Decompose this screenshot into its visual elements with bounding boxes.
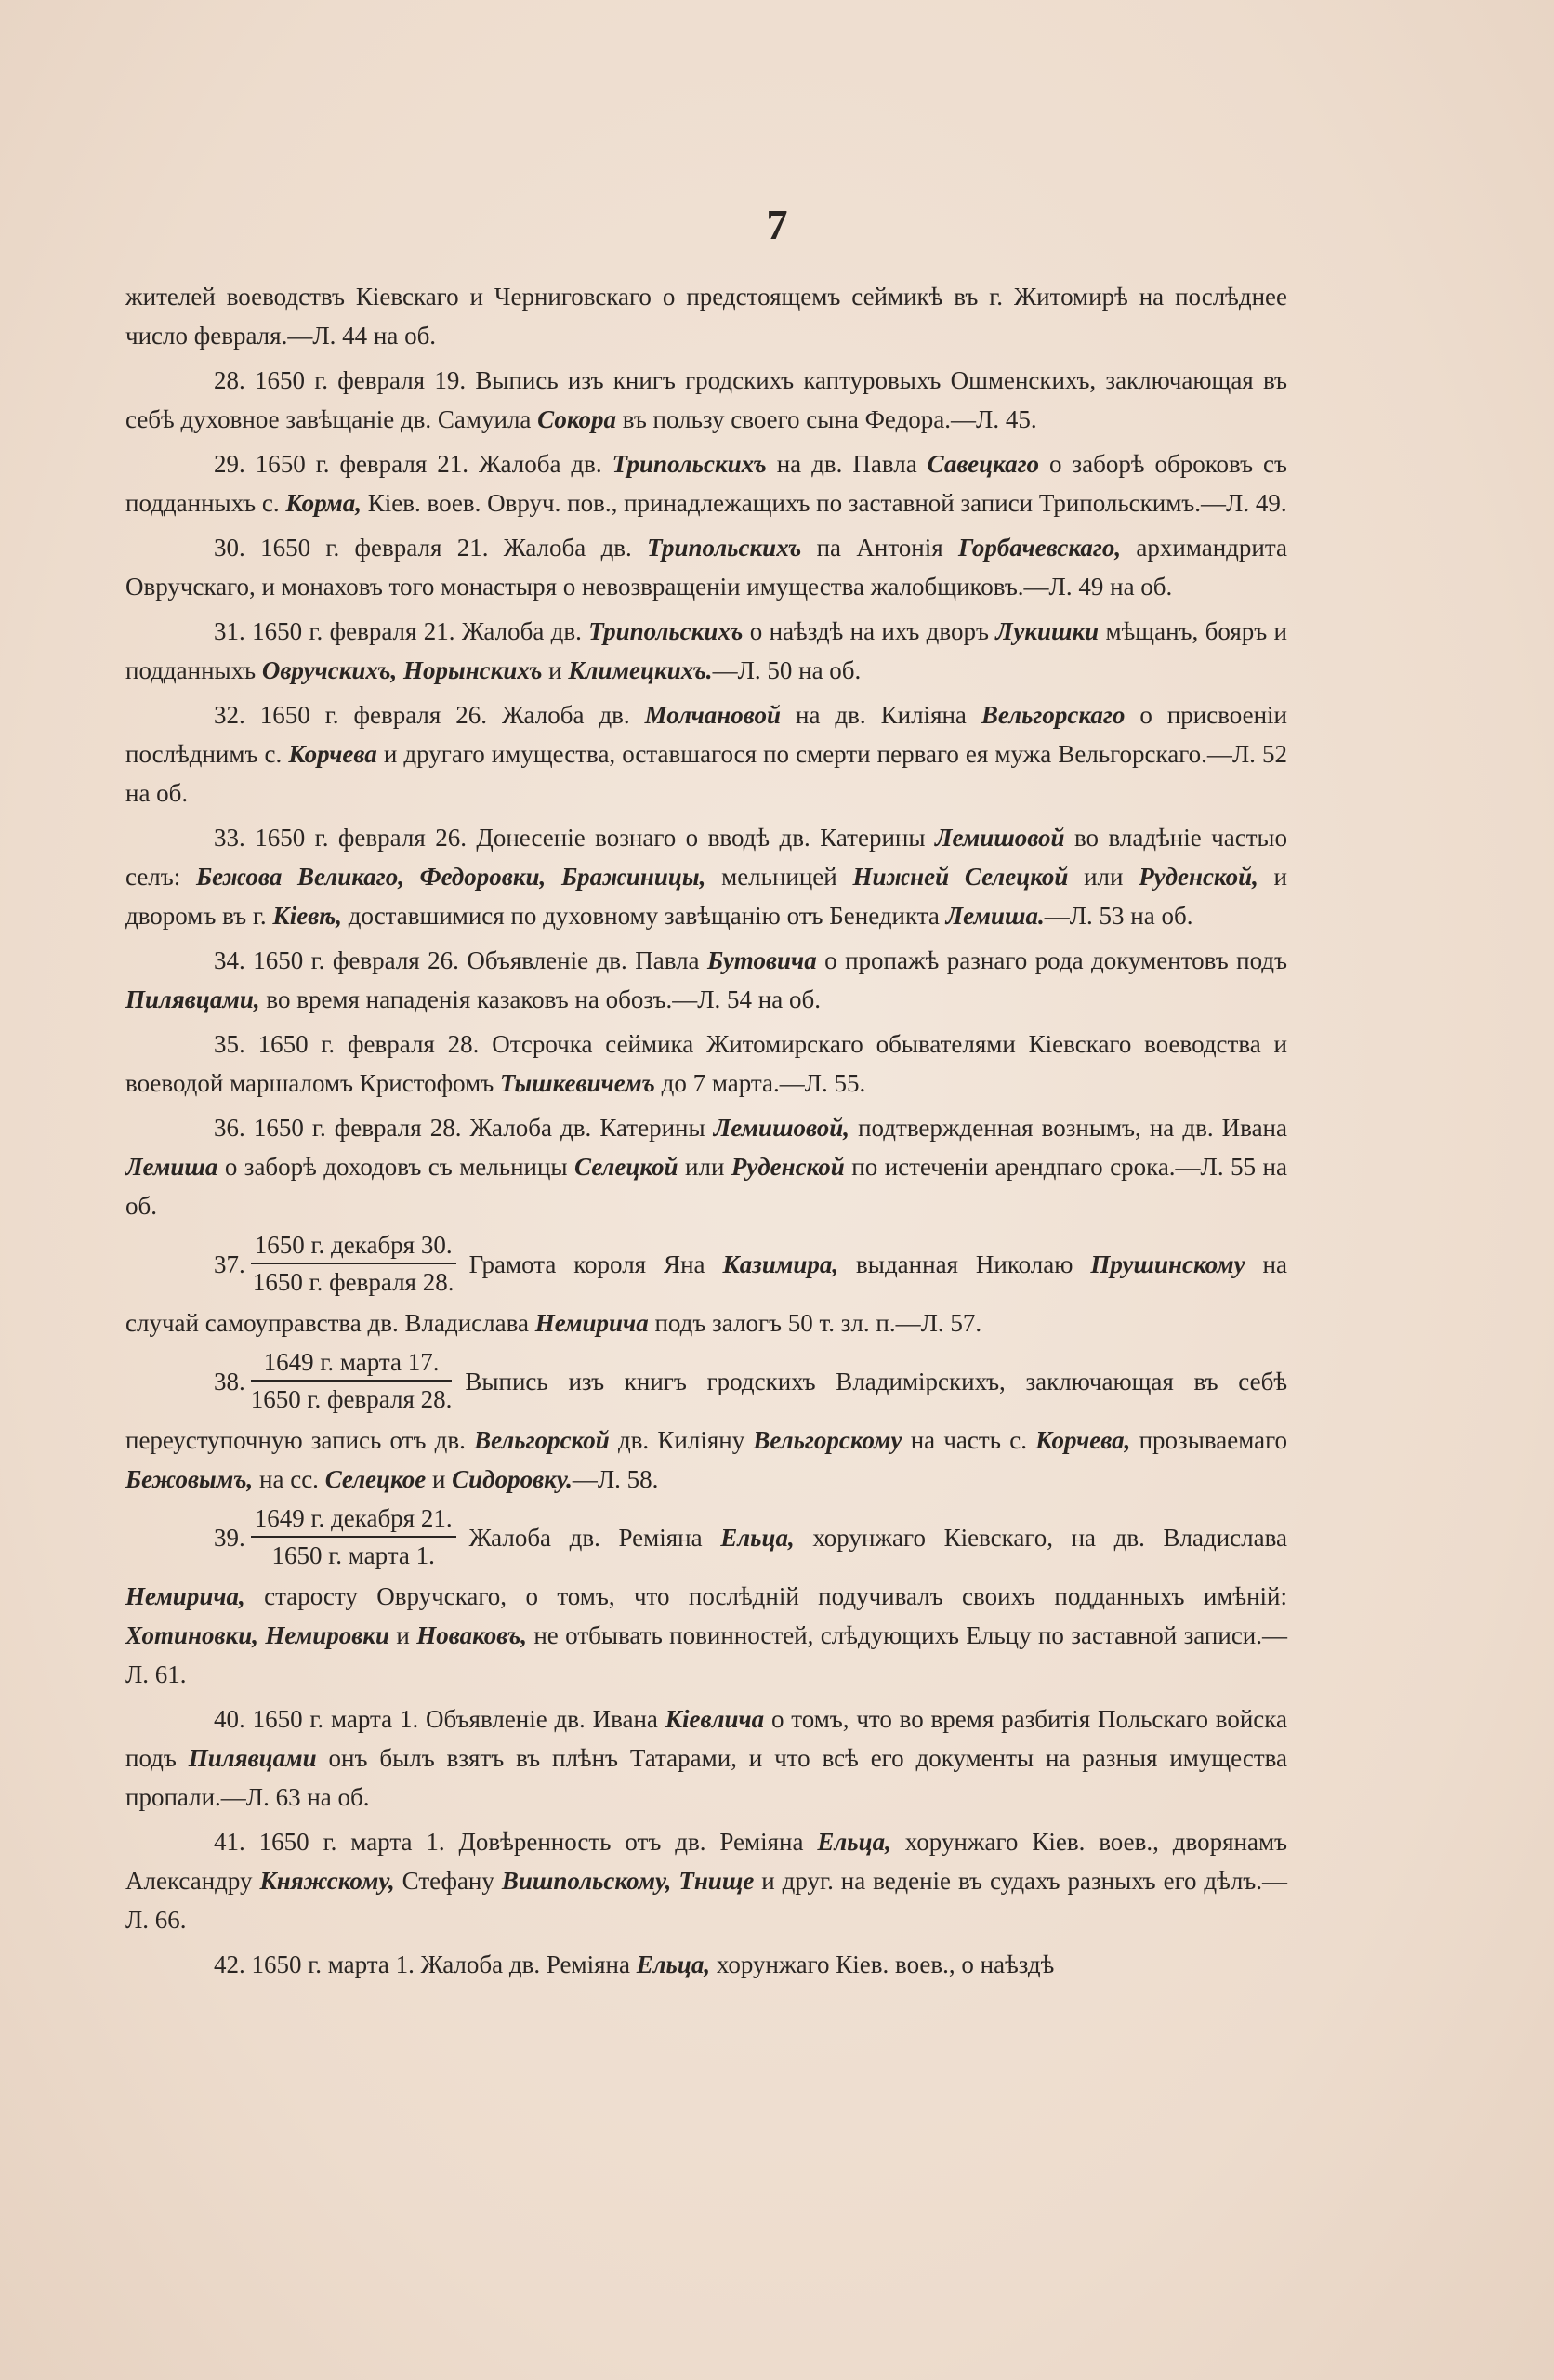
proper-name: Лемишовой	[934, 824, 1065, 852]
text-run: подъ залогъ 50 т. зл. п.—Л. 57.	[648, 1309, 982, 1337]
proper-name: Сидоровку.	[452, 1465, 573, 1493]
proper-name: Ельца,	[720, 1524, 795, 1553]
document-body	[125, 277, 1287, 1990]
text-run: 34. 1650 г. февраля 26. Объявленіе дв. Павла	[214, 946, 707, 974]
proper-name: Горбачевскаго,	[957, 534, 1122, 562]
entry-41	[125, 1822, 1287, 1939]
date-numerator: 1649 г. декабря 21.	[251, 1501, 456, 1538]
entry-42	[125, 1945, 1287, 1984]
proper-name: Лемиша	[125, 1153, 218, 1181]
text-run: на сс.	[253, 1465, 325, 1493]
entry-32	[125, 695, 1287, 813]
proper-name: Ельца,	[817, 1828, 891, 1856]
text-run: 33. 1650 г. февраля 26. Донесеніе вознаго о вводѣ дв. Катерины	[214, 824, 935, 852]
text-run: 29. 1650 г. февраля 21. Жалоба дв.	[214, 450, 612, 478]
text-run: на случай самоуправства дв. Владислава	[125, 1250, 1287, 1337]
proper-name: Вельгорскому	[753, 1426, 902, 1454]
text-run: дв. Киліяну	[609, 1426, 754, 1454]
text-run: во владѣніе частью селъ:	[125, 824, 1287, 891]
text-run: выданная Николаю	[838, 1250, 1091, 1279]
proper-name: Корчева	[288, 740, 377, 768]
proper-name: Вельгорской	[474, 1426, 610, 1454]
text-run: и	[388, 1621, 417, 1649]
text-run: о пропажѣ разнаго рода документовъ подъ	[816, 946, 1287, 974]
proper-name: Корма,	[285, 489, 362, 517]
proper-name: Трипольскихъ	[612, 450, 767, 478]
text-run: прозываемаго	[1130, 1426, 1287, 1454]
date-fraction	[251, 1344, 453, 1417]
text-run: старосту Овручскаго, о томъ, что послѣдній подучивалъ своихъ подданныхъ имѣній:	[244, 1582, 1287, 1610]
text-run: о наѣздѣ на ихъ дворъ	[743, 617, 996, 645]
proper-name: Лемиша.	[945, 902, 1045, 930]
text-run: хорунжаго Кіев. воев., дворянамъ Александру	[125, 1828, 1287, 1895]
entry-40	[125, 1699, 1287, 1817]
entry-35	[125, 1025, 1287, 1103]
entry-34	[125, 941, 1287, 1019]
text-run: мельницей	[705, 863, 853, 891]
text-run: —Л. 53 на об.	[1044, 902, 1193, 930]
proper-name: Селецкой	[574, 1153, 678, 1181]
entry-38	[125, 1348, 1287, 1499]
proper-name: Сокора	[537, 405, 617, 433]
text-run: 31. 1650 г. февраля 21. Жалоба дв.	[214, 617, 589, 645]
text-run: 28. 1650 г. февраля 19. Выпись изъ книгъ гродскихъ каптуровыхъ Ошменскихъ, заключающая въ себѣ духовное завѣщаніе дв. Самуила	[125, 366, 1287, 433]
proper-name: Немирича,	[125, 1582, 245, 1610]
text-run: архимандрита Овручскаго, и монаховъ того монастыря о невозвращеніи имущества жалобщиковъ.—Л. 49 на об.	[125, 534, 1287, 601]
text-run: въ пользу своего сына Федора.—Л. 45.	[616, 405, 1037, 433]
date-denominator: 1650 г. февраля 28.	[252, 1268, 454, 1296]
proper-name: Пилявцами	[188, 1744, 317, 1772]
proper-name: Лемишовой,	[713, 1114, 850, 1142]
entry-39	[125, 1504, 1287, 1694]
proper-name: Хотиновки, Немировки	[125, 1621, 389, 1649]
text-run: и	[426, 1465, 453, 1493]
date-denominator: 1650 г. марта 1.	[271, 1541, 435, 1569]
entry-31	[125, 612, 1287, 690]
proper-name: Кіевѣ,	[272, 902, 343, 930]
entry-number: 39.	[214, 1524, 245, 1553]
entry-cont	[125, 277, 1287, 355]
proper-name: Руденской,	[1139, 863, 1258, 891]
proper-name: Бутовича	[707, 946, 817, 974]
proper-name: Трипольскихъ	[647, 534, 802, 562]
text-run: и	[542, 656, 569, 684]
text-run: 35. 1650 г. февраля 28. Отсрочка сеймика Житомирскаго обывателями Кіевскаго воеводства и воеводой маршаломъ Кристофомъ	[125, 1030, 1287, 1097]
text-run: по истеченіи арендпаго срока.—Л. 55 на об.	[125, 1153, 1287, 1220]
proper-name: Тышкевичемъ	[499, 1069, 655, 1097]
proper-name: Трипольскихъ	[588, 617, 744, 645]
text-run: о заборѣ оброковъ съ подданныхъ с.	[125, 450, 1287, 517]
text-run: 30. 1650 г. февраля 21. Жалоба дв.	[214, 534, 648, 562]
proper-name: Ельца,	[636, 1950, 711, 1978]
text-run: на дв. Павла	[766, 450, 928, 478]
entry-number: 37.	[214, 1250, 245, 1279]
proper-name: Климецкихъ.	[568, 656, 713, 684]
text-run: доставшимися по духовному завѣщанію отъ Бенедикта	[342, 902, 946, 930]
entry-29	[125, 444, 1287, 522]
text-run: и дворомъ въ г.	[125, 863, 1288, 930]
proper-name: Селецкое	[324, 1465, 427, 1493]
page-number: 7	[766, 201, 788, 248]
text-run: мѣщанъ, бояръ и подданныхъ	[125, 617, 1288, 684]
text-run: Стефану	[394, 1867, 502, 1895]
date-numerator: 1649 г. марта 17.	[251, 1344, 453, 1382]
proper-name: Немирича	[534, 1309, 649, 1337]
proper-name: Лукишки	[995, 617, 1100, 645]
proper-name: Кіевлича	[665, 1705, 765, 1733]
proper-name: Бежова Великаго, Федоровки, Бражиницы,	[195, 863, 706, 891]
proper-name: Руденской	[731, 1153, 845, 1181]
text-run: о томъ, что во время разбитія Польскаго войска подъ	[125, 1705, 1287, 1772]
text-run: 40. 1650 г. марта 1. Объявленіе дв. Ивана	[214, 1705, 665, 1733]
text-run: о присвоеніи послѣднимъ с.	[125, 701, 1287, 768]
text-run: 32. 1650 г. февраля 26. Жалоба дв.	[214, 701, 645, 729]
text-run: па Антонія	[801, 534, 958, 562]
text-run: во время нападенія казаковъ на обозъ.—Л. 54 на об.	[259, 985, 821, 1013]
text-run: и друг. на веденіе въ судахъ разныхъ его дѣлъ.—Л. 66.	[125, 1867, 1288, 1934]
text-run: онъ былъ взятъ въ плѣнъ Татарами, и что всѣ его документы на разныя имущества пропали.—Л. 63 на об.	[125, 1744, 1287, 1811]
entry-number: 38.	[214, 1368, 245, 1396]
date-numerator: 1650 г. декабря 30.	[251, 1227, 456, 1264]
proper-name: Княжскому,	[259, 1867, 395, 1895]
text-run: подтвержденная вознымъ, на дв. Ивана	[849, 1114, 1287, 1142]
proper-name: Савецкаго	[927, 450, 1040, 478]
text-run: или	[1068, 863, 1139, 891]
entry-30	[125, 528, 1287, 606]
text-run: —Л. 58.	[572, 1465, 659, 1493]
text-run: о заборѣ доходовъ съ мельницы	[217, 1153, 575, 1181]
proper-name: Молчановой	[644, 701, 782, 729]
proper-name: Вельгорскаго	[981, 701, 1126, 729]
proper-name: Прушинскому	[1090, 1250, 1245, 1279]
entry-33	[125, 818, 1287, 935]
text-run: жителей воеводствъ Кіевскаго и Черниговскаго о предстоящемъ сеймикѣ въ г. Житомирѣ на послѣднее число февраля.—Л. 44 на об.	[125, 283, 1287, 350]
text-run: и другаго имущества, оставшагося по смерти перваго ея мужа Вельгорскаго.—Л. 52 на об.	[125, 740, 1288, 807]
proper-name: Овручскихъ, Норынскихъ	[261, 656, 543, 684]
text-run: 42. 1650 г. марта 1. Жалоба дв. Реміяна	[214, 1950, 637, 1978]
text-run: Грамота короля Яна	[468, 1250, 723, 1279]
text-run: Кіев. воев. Овруч. пов., принадлежащихъ по заставной записи Трипольскимъ.—Л. 49.	[362, 489, 1287, 517]
text-run: на дв. Киліяна	[781, 701, 981, 729]
text-run: 41. 1650 г. марта 1. Довѣренность отъ дв. Реміяна	[214, 1828, 818, 1856]
proper-name: Казимира,	[722, 1250, 839, 1279]
date-fraction	[251, 1227, 456, 1300]
text-run: 36. 1650 г. февраля 28. Жалоба дв. Катерины	[214, 1114, 714, 1142]
text-run: хорунжаго Кіевскаго, на дв. Владислава	[794, 1524, 1287, 1553]
proper-name: Пилявцами,	[125, 985, 260, 1013]
text-run: или	[678, 1153, 731, 1181]
proper-name: Корчева,	[1035, 1426, 1131, 1454]
entry-37	[125, 1231, 1287, 1342]
proper-name: Новаковъ,	[416, 1621, 527, 1649]
text-run: —Л. 50 на об.	[712, 656, 862, 684]
entry-28	[125, 361, 1287, 439]
text-run: Выпись изъ книгъ гродскихъ Владимірскихъ, заключающая въ себѣ переуступочную запись отъ дв.	[125, 1368, 1287, 1454]
text-run: до 7 марта.—Л. 55.	[654, 1069, 866, 1097]
text-run: на часть с.	[902, 1426, 1036, 1454]
proper-name: Бежовымъ,	[125, 1465, 254, 1493]
proper-name: Вишпольскому, Тнище	[501, 1867, 755, 1895]
date-denominator: 1650 г. февраля 28.	[250, 1385, 453, 1413]
proper-name: Нижней Селецкой	[852, 863, 1069, 891]
entry-36	[125, 1108, 1287, 1225]
text-run: Жалоба дв. Реміяна	[468, 1524, 721, 1553]
text-run: не отбывать повинностей, слѣдующихъ Ельцу по заставной записи.—Л. 61.	[125, 1621, 1287, 1688]
text-run: хорунжаго Кіев. воев., о наѣздѣ	[710, 1950, 1055, 1978]
date-fraction	[251, 1501, 456, 1573]
